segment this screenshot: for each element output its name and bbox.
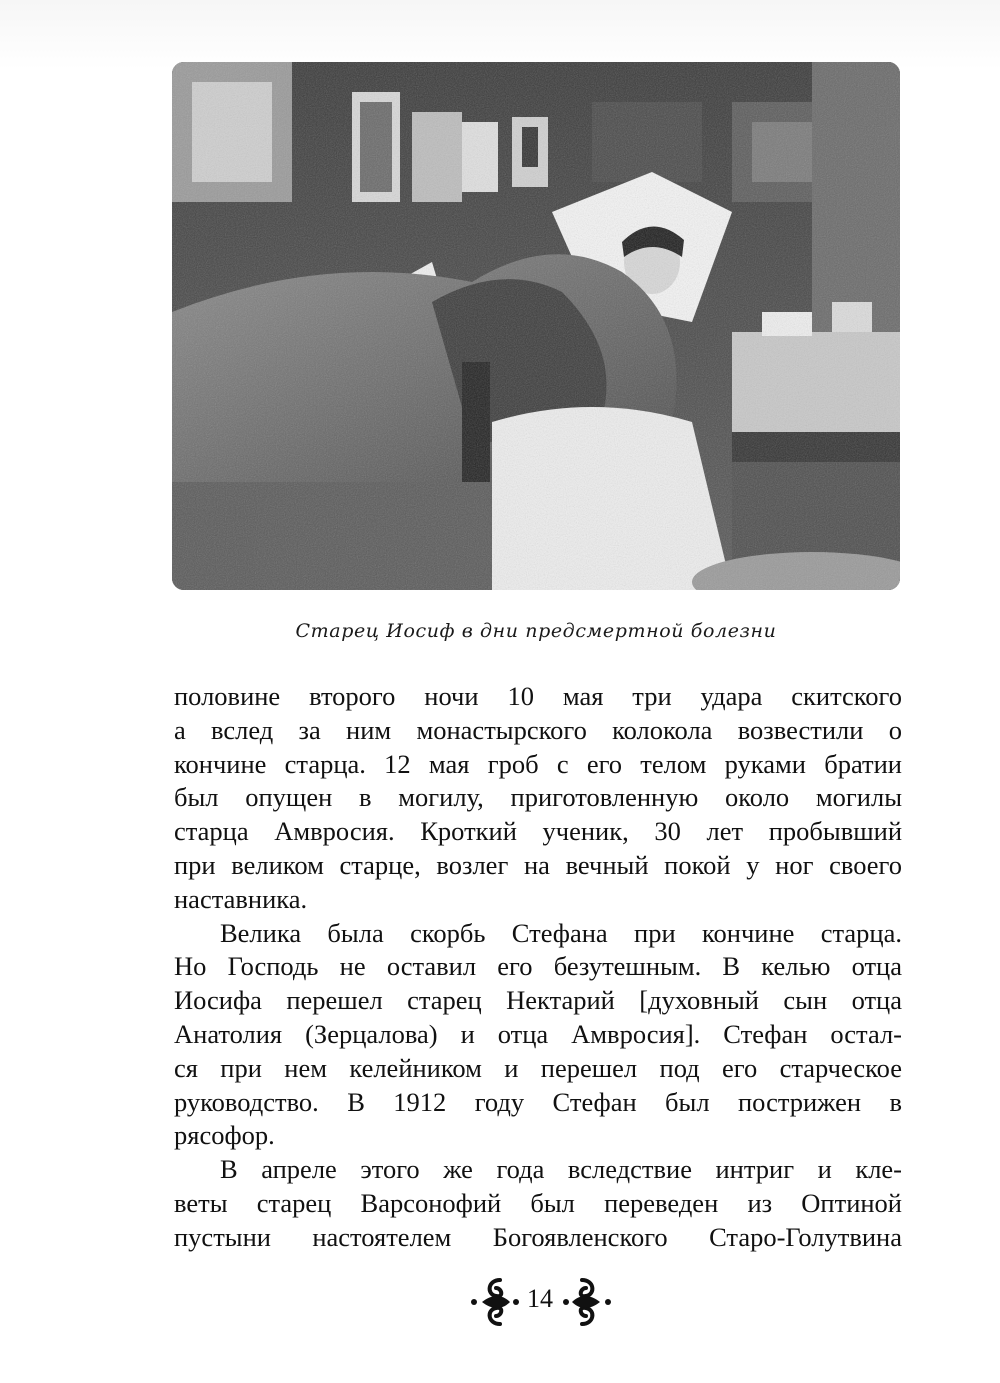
text-line: Анатолия (Зерцалова) и отца Амвросия]. Стефан остал- xyxy=(174,1018,902,1049)
paragraph-3 xyxy=(174,1153,902,1254)
text-line: ся при нем келейником и перешел под его старческое xyxy=(174,1052,902,1083)
text-line: а вслед за ним монастырского колокола возвестили о xyxy=(174,714,902,745)
body-text xyxy=(174,680,902,1255)
page-edge-shadow xyxy=(0,0,1000,70)
paragraph-1 xyxy=(174,680,902,917)
text-line: половине второго ночи 10 мая три удара скитского xyxy=(174,681,902,711)
paragraph-2 xyxy=(174,917,902,1154)
text-line: был опущен в могилу, приготовленную около могилы xyxy=(174,782,902,813)
photograph-image xyxy=(172,62,900,590)
page-footer xyxy=(440,1270,640,1330)
page-number: 14 xyxy=(527,1284,553,1313)
photo-caption: Старец Иосиф в дни предсмертной болезни xyxy=(295,620,777,642)
text-line: рясофор. xyxy=(174,1120,275,1151)
text-line: В апреле этого же года вследствие интриг и кле- xyxy=(220,1154,902,1185)
text-line: кончине старца. 12 мая гроб с его телом руками братии xyxy=(174,748,902,779)
text-line: руководство. В 1912 году Стефан был пострижен в xyxy=(174,1086,902,1117)
photograph xyxy=(172,62,900,590)
text-line: Велика была скорбь Стефана при кончине старца. xyxy=(220,917,902,948)
text-line: наставника. xyxy=(174,883,308,914)
text-line: Но Господь не оставил его безутешным. В келью отца xyxy=(174,951,902,982)
text-line: при великом старце, возлег на вечный покой у ног своего xyxy=(174,849,902,880)
text-line: веты старец Варсонофий был переведен из Оптиной xyxy=(174,1187,902,1218)
text-line: пустыни настоятелем Богоявленского Старо-Голутвина xyxy=(174,1221,902,1252)
text-line: старца Амвросия. Кроткий ученик, 30 лет пробывший xyxy=(174,816,902,847)
text-line: Иосифа перешел старец Нектарий [духовный сын отца xyxy=(174,985,902,1016)
ornament-left-icon xyxy=(470,1274,522,1330)
ornament-right-icon xyxy=(560,1274,612,1330)
